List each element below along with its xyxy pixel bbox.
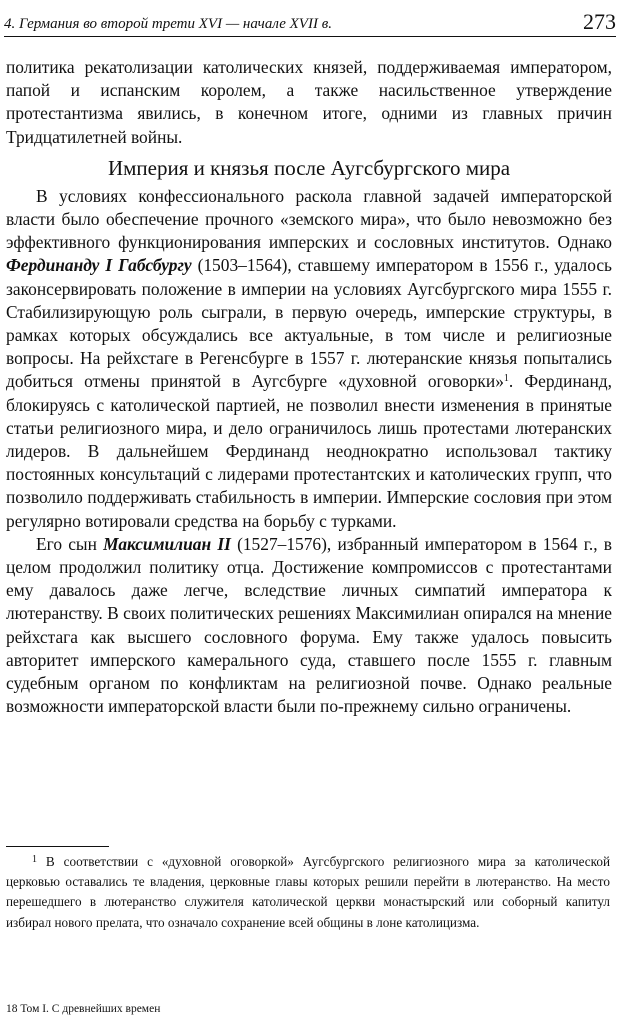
person-name-ferdinand: Фердинанду I Габсбургу [6,255,192,276]
section-heading: Империя и князья после Аугсбургского мира [107,155,511,180]
footnote-divider [6,846,109,847]
footnote-text: В соответствии с «духовной оговоркой» Аугсбургского религиозного мира за католической церковью оставались те владения, церковные главы которых решили перейти в лютеранство. На место перешедшего в лютеранство служителя католической церкви монастырский или соборный капитул избирал нового прелата, что означало сохранение всей общины в лоне католицизма. [6,854,610,930]
footnote [6,852,610,933]
footnote-number: 1 [32,854,37,865]
paragraph-maximilian-text-2: (1527–1576), избранный императором в 1564 г., в целом продолжил политику отца. Достижение компромиссов с протестантами ему давалось даже легче, вследствие личных симпатий императора к лютеранству. В своих политических решениях Максимилиан опирался на мнение рейхстага как высшего сословного форума. Ему также удалось повысить авторитет имперского камерального суда, ставшего после 1555 г. главным судебным органом по конфликтам на религиозной почве. Однако реальные возможности императорской власти были по-прежнему сильно ограничены. [6,533,613,717]
paragraph-ferdinand-text-2: (1503–1564), ставшему императором в 1556 г., удалось законсервировать положение в империи на условиях Аугсбургского мира 1555 г. Стабилизирующую роль сыграли, в первую очередь, имперские структуры, в рамках которых обсуждались все актуальные, в том числе и религиозные вопросы. На рейхстаге в Регенсбурге в 1557 г. лютеранские князья попытались добиться отмены принятой в Аугсбурге «духовной оговорки» [6,255,612,392]
paragraph-continuation: политика рекатолизации католических князей, поддерживаемая императором, папой и испанским королем, а также насильственное утверждение протестантизма явились, в конечном итоге, одними из главных причин Тридцатилетней войны. [6,57,612,147]
person-name-maximilian: Максимилиан II [103,533,231,554]
chapter-title: 4. Германия во второй трети XVI — начале XVII в. [4,16,332,32]
paragraph-maximilian [6,533,612,719]
paragraph-maximilian-text-1: Его сын [36,533,104,554]
running-header [4,6,616,37]
footnote-reference[interactable]: 1 [503,373,509,385]
main-text [6,56,612,718]
paragraph-ferdinand [6,185,612,533]
printer-signature: 18 Том I. С древнейших времен [6,1003,161,1015]
paragraph-ferdinand-text-1: В условиях конфессионального раскола главной задачей императорской власти было обеспечение прочного «земского мира», что было невозможно без эффективного функционирования имперских и сословных институтов. Однако [6,185,612,253]
page-number: 273 [583,9,616,34]
paragraph-ferdinand-text-3: . Фердинанд, блокируясь с католической партией, не позволил внести изменения в принятые статьи религиозного мира, и дело ограничилось лишь протестами лютеранских лидеров. В дальнейшем Фердинанд неоднократно использовал тактику постоянных консультаций с лидерами протестантских и католических групп, что позволило поддерживать стабильность в империи. Имперские сословия при этом регулярно вотировали средства на борьбу с турками. [6,371,612,531]
